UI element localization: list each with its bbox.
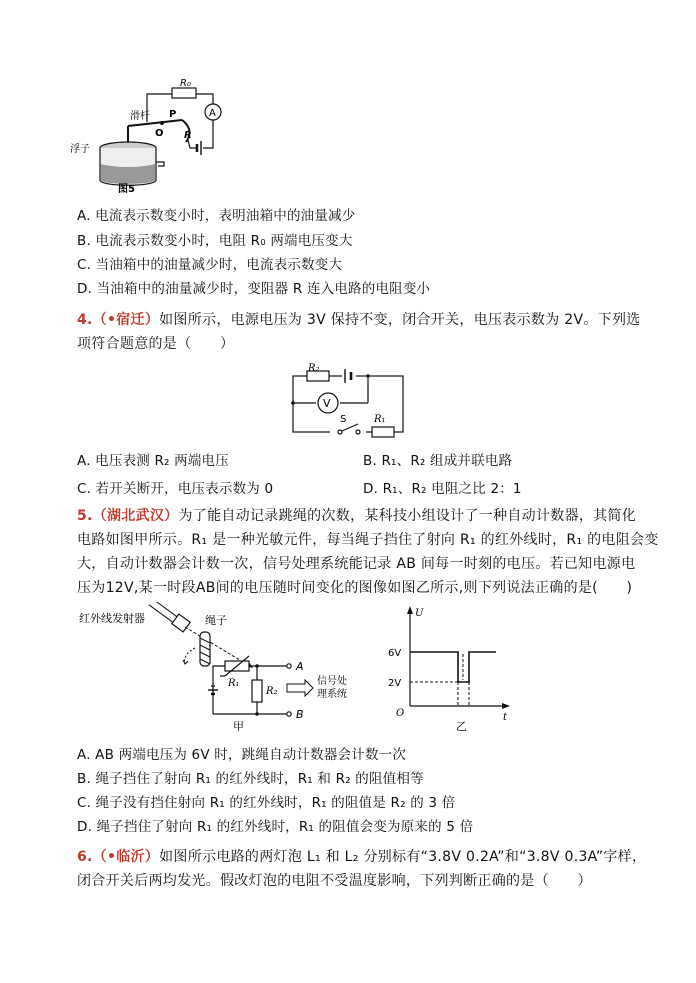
q5-stem-line3: 大，自动计数器会计数一次，信号处理系统能记录 AB 间每一时刻的电压。若已知电源电	[77, 556, 636, 572]
q3-option-d: D. 当油箱中的油量减少时，变阻器 R 连入电路的电阻变小	[77, 281, 431, 297]
svg-text:P: P	[169, 109, 177, 120]
q4-stem-line2: 项符合题意的是（ ）	[77, 336, 235, 352]
svg-text:R: R	[184, 130, 192, 141]
svg-text:理系统: 理系统	[317, 689, 347, 700]
svg-text:6V: 6V	[388, 648, 402, 659]
svg-text:2V: 2V	[388, 678, 402, 689]
r1-resistor	[372, 427, 394, 437]
svg-text:R₁: R₁	[374, 414, 386, 425]
q5-option-c: C. 绳子没有挡住射向 R₁ 的红外线时，R₁ 的阻值是 R₂ 的 3 倍	[77, 795, 456, 811]
svg-text:S: S	[340, 414, 347, 425]
svg-text:绳子: 绳子	[205, 614, 227, 627]
svg-text:U: U	[415, 608, 424, 619]
q3-option-a: A. 电流表示数变小时，表明油箱中的油量减少	[77, 208, 356, 224]
q6-source: （•临沂）	[92, 849, 160, 865]
svg-text:甲: 甲	[233, 720, 244, 733]
q6-number: 6.	[77, 849, 93, 865]
q5-option-d: D. 绳子挡住了射向 R₁ 的红外线时，R₁ 的阻值会变为原来的 5 倍	[77, 819, 474, 835]
svg-text:t: t	[503, 712, 508, 723]
q6-stem	[77, 845, 687, 893]
figure-oil-gauge	[70, 76, 250, 196]
q6-stem-line1: 如图所示电路的两灯泡 L₁ 和 L₂ 分别标有“3.8V 0.2A”和“3.8V 0.3A”字样，	[159, 849, 647, 865]
svg-text:O: O	[396, 708, 405, 719]
q5-stem-line1: 为了能自动记录跳绳的次数，某科技小组设计了一种自动计数器，其简化	[178, 508, 637, 524]
q5-stem	[77, 504, 687, 600]
svg-text:A: A	[296, 660, 304, 673]
q4-option-a: A. 电压表测 R₂ 两端电压	[77, 453, 229, 469]
svg-text:V: V	[323, 397, 331, 410]
svg-text:R₁: R₁	[228, 678, 240, 689]
svg-text:浮子: 浮子	[70, 144, 90, 155]
svg-text:红外线发射器: 红外线发射器	[79, 612, 145, 625]
r2-resistor	[252, 680, 262, 702]
svg-text:滑杆: 滑杆	[130, 111, 150, 122]
svg-text:乙: 乙	[456, 720, 467, 733]
q6-stem-line2: 闭合开关后两均发光。假改灯泡的电阻不受温度影响，下列判断正确的是（ ）	[77, 873, 592, 889]
q4-option-c: C. 若开关断开，电压表示数为 0	[77, 481, 274, 497]
q5-option-a: A. AB 两端电压为 6V 时，跳绳自动计数器会计数一次	[77, 747, 407, 763]
q5-source: （湖北武汉）	[92, 508, 179, 524]
svg-text:R₂: R₂	[266, 686, 278, 697]
svg-text:R₀: R₀	[180, 78, 191, 89]
svg-text:信号处: 信号处	[317, 676, 347, 687]
q4-option-b: B. R₁、R₂ 组成并联电路	[363, 453, 513, 469]
svg-text:图5: 图5	[118, 184, 135, 195]
q5-number: 5.	[77, 508, 93, 524]
q3-option-b: B. 电流表示数变小时，电阻 R₀ 两端电压变大	[77, 233, 353, 249]
q5-stem-line4: 压为12V,某一时段AB间的电压随时间变化的图像如图乙所示,则下列说法正确的是( )	[77, 580, 633, 596]
q4-stem-line1: 如图所示，电源电压为 3V 保持不变，闭合开关，电压表示数为 2V。下列选	[159, 312, 641, 328]
svg-text:A: A	[209, 108, 216, 119]
q4-source: （•宿迁）	[92, 312, 160, 328]
figure-q4-circuit	[290, 362, 408, 438]
q4-option-d: D. R₁、R₂ 电阻之比 2：1	[363, 481, 522, 497]
q4-number: 4.	[77, 312, 93, 328]
r0-resistor	[172, 88, 196, 98]
svg-text:O: O	[155, 128, 164, 139]
svg-text:B: B	[296, 708, 304, 721]
figure-q5-circuit	[75, 602, 365, 734]
q3-option-c: C. 当油箱中的油量减少时，电流表示数变大	[77, 257, 343, 273]
figure-q5-graph	[386, 604, 512, 734]
q5-option-b: B. 绳子挡住了射向 R₁ 的红外线时，R₁ 和 R₂ 的阻值相等	[77, 771, 424, 787]
svg-text:R₂: R₂	[308, 363, 320, 374]
q5-stem-line2: 电路如图甲所示。R₁ 是一种光敏元件，每当绳子挡住了射向 R₁ 的红外线时，R₁ 的电阻会变	[77, 532, 659, 548]
q4-stem	[77, 308, 677, 356]
